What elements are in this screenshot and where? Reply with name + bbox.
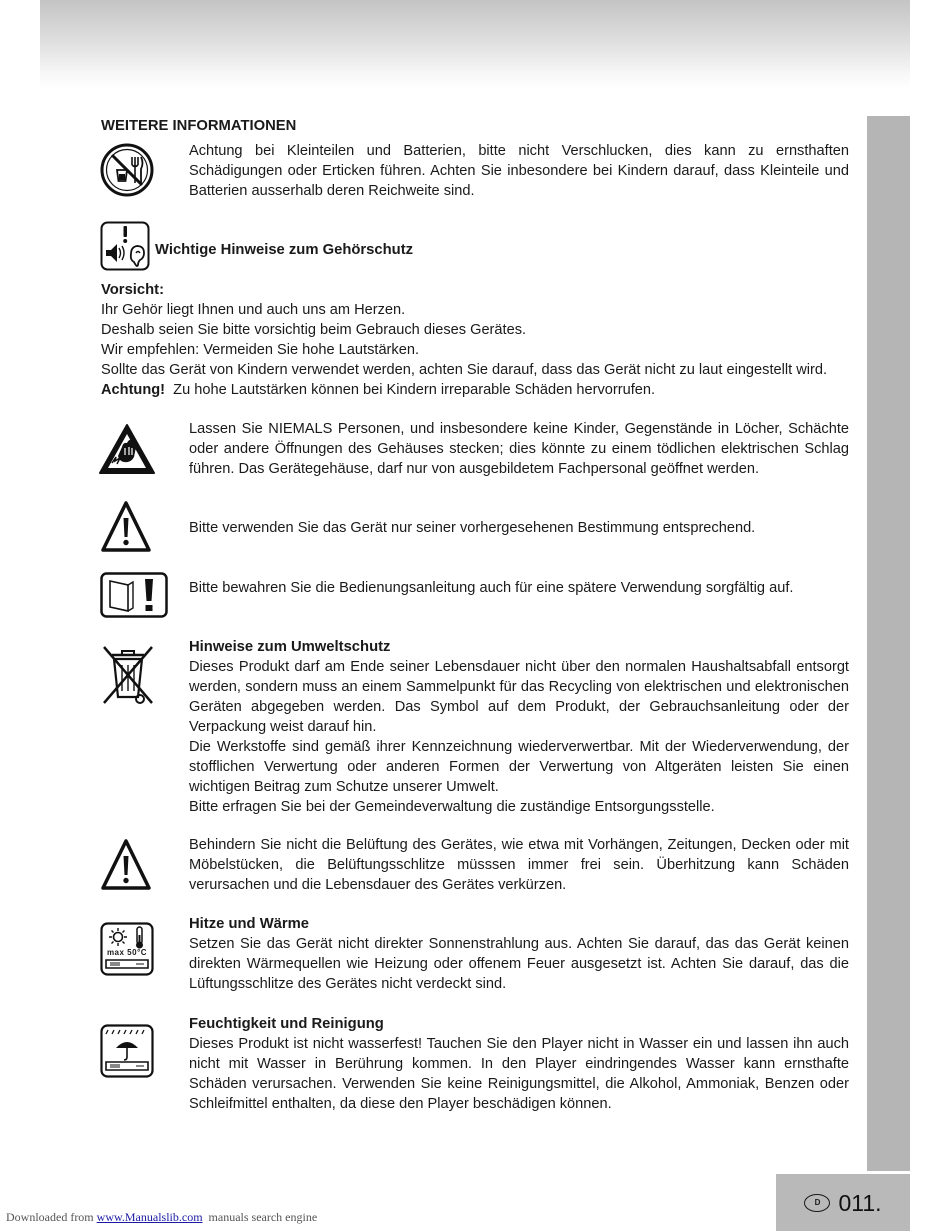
moisture-title: Feuchtigkeit und Reinigung [189,1016,384,1032]
moisture-notice [189,1014,849,1114]
warning-text: Zu hohe Lautstärken können bei Kindern irreparable Schäden hervorrufen. [173,382,656,398]
intended-use-text: Bitte verwenden Sie das Gerät nur seiner vorhergesehenen Bestimmung entsprechend. [189,520,756,536]
small-parts-notice [189,141,849,201]
electric-shock-warning-icon [98,423,156,475]
header-gradient-band [40,0,910,90]
moisture-text: Dieses Produkt ist nicht wasserfest! Tauchen Sie den Player nicht in Wasser ein und lassen ihn auch nicht mit Wasser in Berührung kommen. In den Player eindringendes Wasser kann ernsthafte Schäden verursachen. Verwenden Sie keine Reinigungsmittel, die Alkohol, Ammoniak, Benzen oder Schleifmittel enthalten, da diese den Player beschädigen können. [189,1036,849,1112]
hearing-title: Wichtige Hinweise zum Gehörschutz [155,242,414,258]
moisture-icon [100,1024,154,1078]
page-number-box [776,1174,910,1231]
warning-triangle-icon [100,838,152,892]
manual-notice [189,578,849,598]
ventilation-text: Behindern Sie nicht die Belüftung des Gerätes, wie etwa mit Vorhängen, Zeitungen, Decken oder mit Möbelstücken, die Belüftungsschlitze müsssen immer frei sein. Überhitzung kann Schäden verursachen und die Lebensdauer des Gerätes verkürzen. [189,837,849,893]
environment-notice [189,637,849,817]
warning-triangle-icon [100,500,152,554]
electric-shock-text: Lassen Sie NIEMALS Personen, und insbesondere keine Kinder, Gegenstände in Löcher, Schächte oder andere Öffnungen des Gehäuses stecken; dies könnte zu einem tödlichen elektrischen Schlag führen. Das Gerätegehäuse, darf nur von ausgebildetem Fachpersonal geöffnet werden. [189,421,849,477]
side-margin-bar [867,116,910,1171]
manual-notice-icon [100,572,168,618]
environment-paragraph: Bitte erfragen Sie bei der Gemeindeverwaltung die zuständige Entsorgungsstelle. [189,799,715,815]
temperature-limit-label: max 50°C [106,948,148,957]
intended-use-notice [189,518,849,538]
hearing-protection-icon [100,221,150,271]
environment-paragraph: Die Werkstoffe sind gemäß ihrer Kennzeichnung wiederverwertbar. Mit der Wiederverwendung, der stofflichen Verwertung oder anderen Formen der Verwertung von Altgeräten leisten Sie einen wichtigen Beitrag zum Schutze unserer Umwelt. [189,739,849,795]
page-heading: WEITERE INFORMATIONEN [101,118,297,134]
page-number: 011. [838,1189,882,1216]
manual-text: Bitte bewahren Sie die Bedienungsanleitung auch für eine spätere Verwendung sorgfältig auf. [189,580,794,596]
heat-text: Setzen Sie das Gerät nicht direkter Sonnenstrahlung aus. Achten Sie darauf, das das Gerät keinen direkten Wärmequellen wie Heizung oder offenem Feuer ausgesetzt ist. Achten Sie darauf, das die Lüftungsschlitze des Gerätes nicht verdeckt sind. [189,936,849,992]
hearing-notice [101,280,861,400]
manualslib-link[interactable]: www.Manualslib.com [96,1210,203,1224]
small-parts-text: Achtung bei Kleinteilen und Batterien, bitte nicht Verschlucken, dies kann zu ernsthaften Schädigungen oder Erticken führen. Achten Sie inbesondere bei Kindern darauf, dass Kleinteile und Batterien ausserhalb deren Reichweite sind. [189,143,849,199]
temperature-icon [100,922,154,976]
download-footer [6,1209,317,1225]
weee-bin-icon [100,643,156,707]
heat-notice [189,914,849,994]
hearing-line: Sollte das Gerät von Kindern verwendet werden, achten Sie darauf, dass das Gerät nicht zu laut eingestellt wird. [101,362,828,378]
environment-paragraph: Dieses Produkt darf am Ende seiner Lebensdauer nicht über den normalen Haushaltsabfall entsorgt werden, sondern muss an einem Sammelpunkt für das Recycling von elektrischen und elektronischen Geräten abgegeben werden. Das Symbol auf dem Produkt, der Gebrauchsanleitung oder der Verpackung weist darauf hin. [189,659,849,735]
no-swallow-icon [100,143,154,197]
electric-shock-notice [189,419,849,479]
environment-title: Hinweise zum Umweltschutz [189,639,391,655]
warning-label: Achtung! [101,382,166,398]
caution-label: Vorsicht: [101,282,165,298]
language-badge: D [804,1194,830,1212]
hearing-warning [101,380,861,400]
hearing-line: Deshalb seien Sie bitte vorsichtig beim Gebrauch dieses Gerätes. [101,322,527,338]
heat-title: Hitze und Wärme [189,916,310,932]
ventilation-notice [189,835,849,895]
footer-prefix: Downloaded from [6,1210,94,1224]
hearing-line: Ihr Gehör liegt Ihnen und auch uns am Herzen. [101,302,406,318]
hearing-line: Wir empfehlen: Vermeiden Sie hohe Lautstärken. [101,342,419,358]
footer-suffix: manuals search engine [208,1210,318,1224]
